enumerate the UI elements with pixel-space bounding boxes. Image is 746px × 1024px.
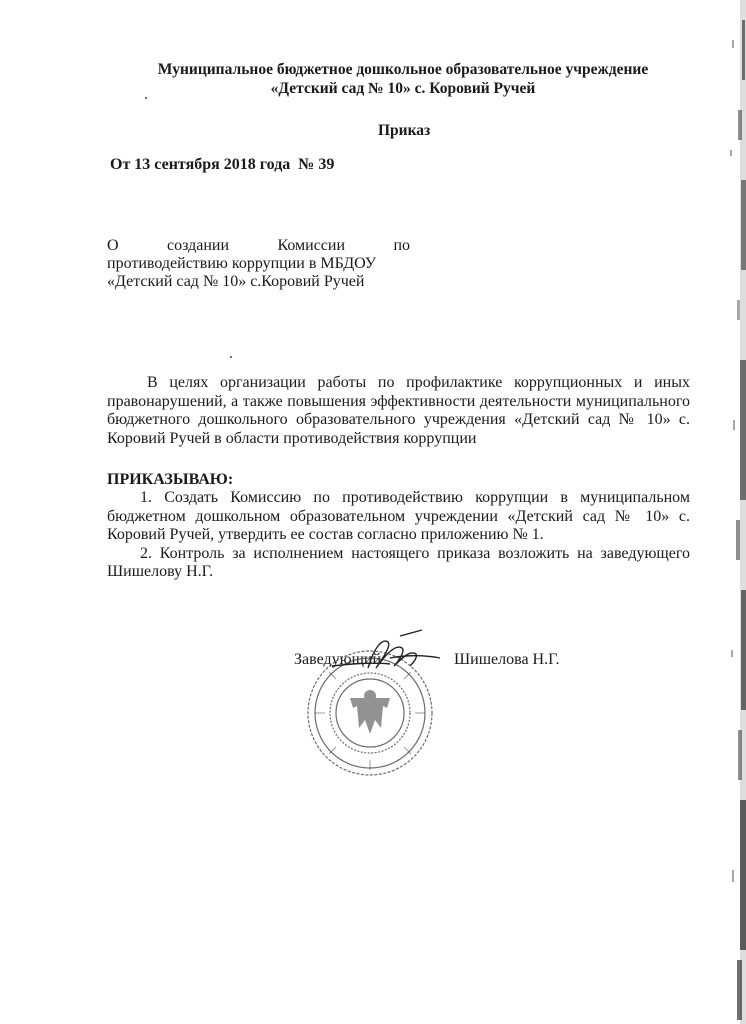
order-item-text: Контроль за исполнением настоящего приказа возложить на заведующего Шишелову Н.Г.: [107, 544, 690, 580]
subject-word: по: [393, 237, 410, 254]
subject-word: Комиссии: [277, 237, 346, 254]
order-heading: ПРИКАЗЫВАЮ:: [107, 471, 234, 488]
subject-line3: «Детский сад № 10» с.Коровий Ручей: [107, 273, 365, 290]
subject-line1: [107, 237, 410, 255]
subject-line2: противодействию коррупции в МБДОУ: [107, 255, 377, 272]
document-type: Приказ: [378, 122, 431, 139]
order-item: [107, 489, 690, 545]
order-item-text: Создать Комиссию по противодействию коррупции в муниципальном бюджетном дошкольном образовательном учреждении «Детский сад № 10» с. Коровий Ручей, утвердить ее состав согласно приложению № 1.: [107, 489, 690, 543]
order-item-number: 1.: [140, 489, 152, 506]
subject-word: О: [107, 237, 119, 254]
order-item: [107, 545, 690, 582]
handwritten-signature: [330, 628, 460, 678]
order-item-number: 2.: [140, 544, 152, 562]
order-items: [107, 489, 690, 582]
scan-speck: [230, 356, 232, 358]
signatory-position: Заведующий: [294, 651, 382, 668]
scan-speck: [145, 97, 147, 99]
order-subject: [107, 237, 410, 291]
signatory-name: Шишелова Н.Г.: [454, 651, 560, 668]
document-date-number: От 13 сентября 2018 года № 39: [110, 156, 335, 173]
organization-name-line2: «Детский сад № 10» с. Коровий Ручей: [270, 80, 536, 97]
subject-word: создании: [166, 237, 230, 254]
organization-name-line1: Муниципальное бюджетное дошкольное образовательное учреждение: [157, 61, 649, 78]
preamble-paragraph: В целях организации работы по профилактике коррупционных и иных правонарушений, а также повышения эффективности деятельности муниципального бюджетного дошкольного образовательного учреждения «Детский сад № 10» с. Коровий Ручей в области противодействия коррупции: [107, 374, 690, 447]
scan-edge-noise: [710, 0, 746, 1024]
